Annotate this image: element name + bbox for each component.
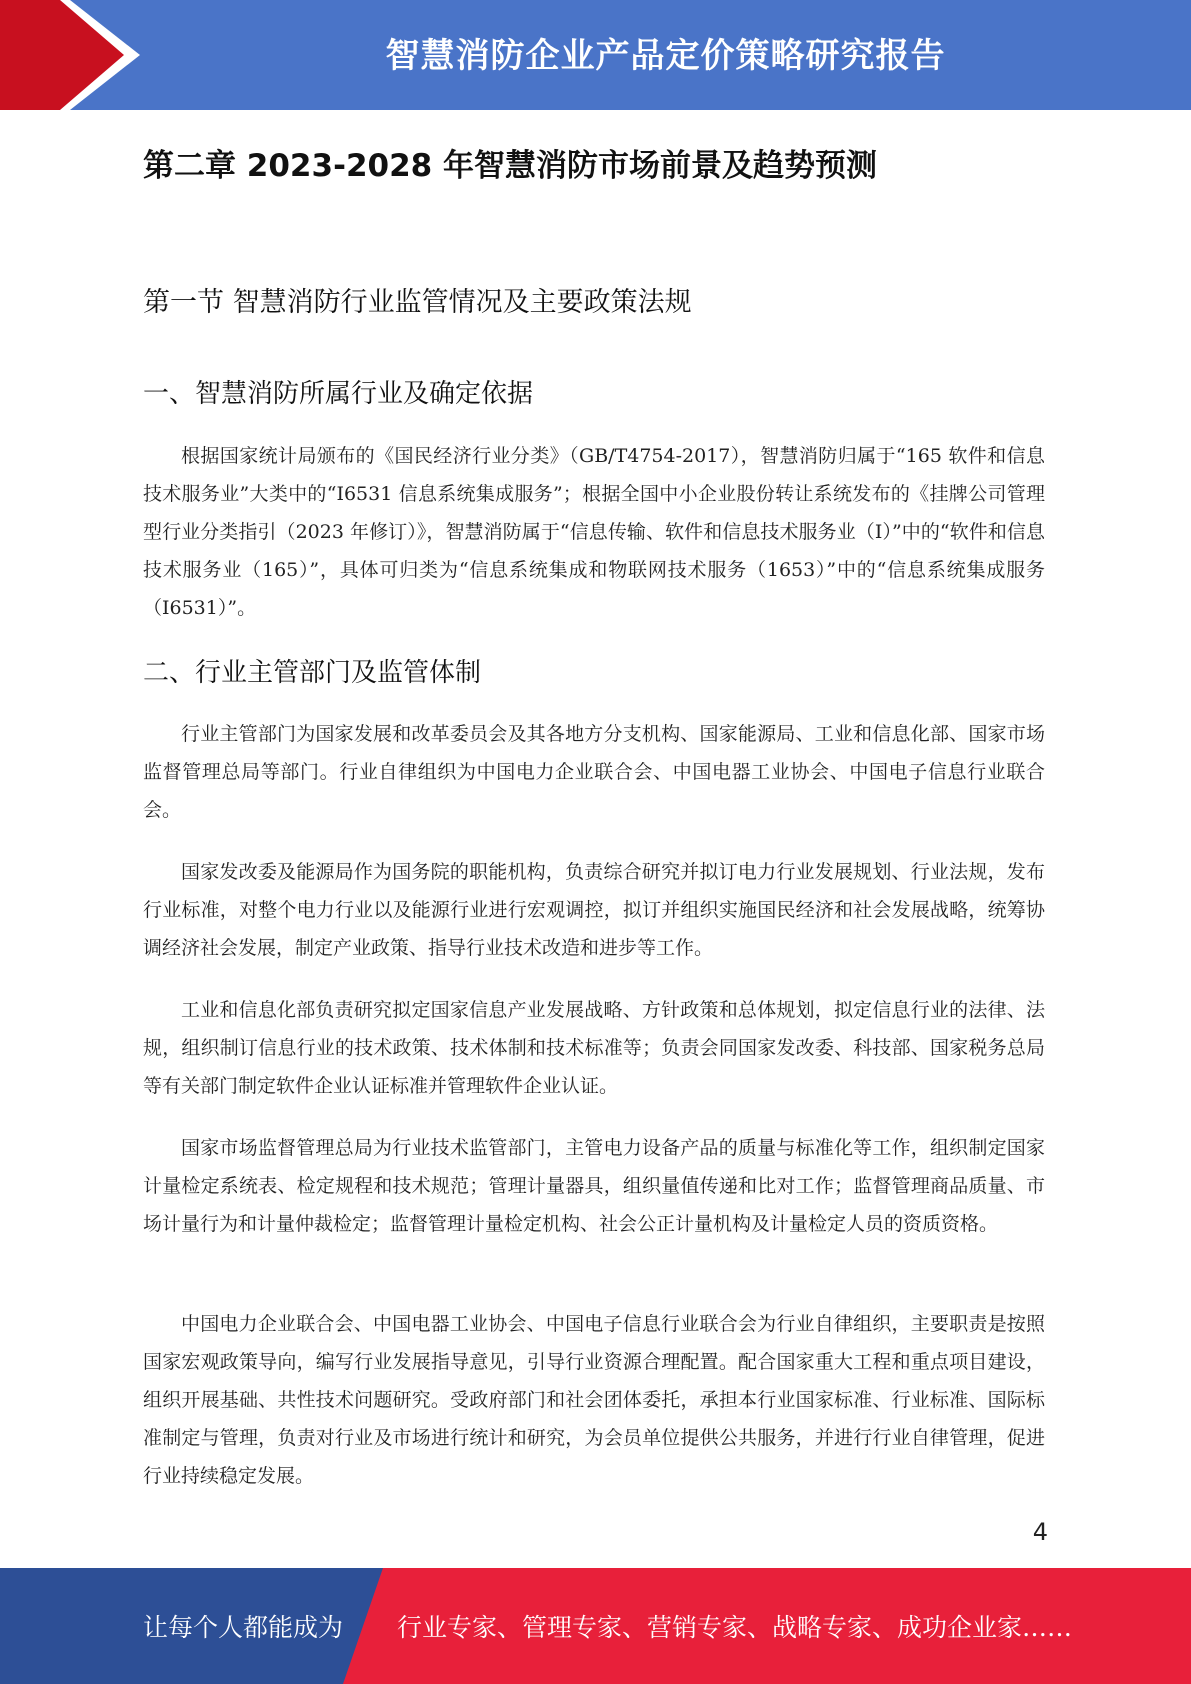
subsection-title-1: 一、智慧消防所属行业及确定依据 <box>143 379 534 409</box>
paragraph-samr-role: 国家市场监督管理总局为行业技术监管部门，主管电力设备产品的质量与标准化等工作，组织制定国家计量检定系统表、检定规程和技术规范；管理计量器具，组织量值传递和比对工作；监督管理商品质量、市场计量行为和计量仲裁检定；监督管理计量检定机构、社会公正计量机构及计量检定人员的资质资格。 <box>143 1137 1045 1235</box>
paragraph-regulators: 行业主管部门为国家发展和改革委员会及其各地方分支机构、国家能源局、工业和信息化部、国家市场监督管理总局等部门。行业自律组织为中国电力企业联合会、中国电器工业协会、中国电子信息行业联合会。 <box>143 723 1045 821</box>
paragraph-miit-role: 工业和信息化部负责研究拟定国家信息产业发展战略、方针政策和总体规划，拟定信息行业的法律、法规，组织制订信息行业的技术政策、技术体制和技术标准等；负责会同国家发改委、科技部、国家税务总局等有关部门制定软件企业认证标准并管理软件企业认证。 <box>143 999 1045 1097</box>
paragraph-ndrc-role: 国家发改委及能源局作为国务院的职能机构，负责综合研究并拟订电力行业发展规划、行业法规，发布行业标准，对整个电力行业以及能源行业进行宏观调控，拟订并组织实施国民经济和社会发展战略，统筹协调经济社会发展，制定产业政策、指导行业技术改造和进步等工作。 <box>143 861 1045 959</box>
footer-banner <box>0 1568 1191 1684</box>
report-title: 智慧消防企业产品定价策略研究报告 <box>385 35 946 76</box>
footer-slogan-right: 行业专家、管理专家、营销专家、战略专家、成功企业家…… <box>397 1613 1073 1642</box>
header-chevron-decoration <box>0 0 160 110</box>
paragraph-industry-classification: 根据国家统计局颁布的《国民经济行业分类》（GB/T4754-2017），智慧消防归属于“165 软件和信息技术服务业”大类中的“I6531 信息系统集成服务”；根据全国中小企业股份转让系统发布的《挂牌公司管理型行业分类指引（2023 年修订）》，智慧消防属于“信息传输、软件和信息技术服务业（I）”中的“软件和信息技术服务业（165）”，具体可归类为“信息系统集成和物联网技术服务（1653）”中的“信息系统集成服务（I6531）”。 <box>143 445 1045 619</box>
section-title: 第一节 智慧消防行业监管情况及主要政策法规 <box>143 287 692 318</box>
chapter-title: 第二章 2023-2028 年智慧消防市场前景及趋势预测 <box>143 148 878 184</box>
subsection-title-2: 二、行业主管部门及监管体制 <box>143 658 482 688</box>
footer-slogan-left: 让每个人都能成为 <box>143 1613 344 1642</box>
page-number: 4 <box>1032 1518 1048 1546</box>
paragraph-self-regulatory-orgs: 中国电力企业联合会、中国电器工业协会、中国电子信息行业联合会为行业自律组织，主要职责是按照国家宏观政策导向，编写行业发展指导意见，引导行业资源合理配置。配合国家重大工程和重点项目建设，组织开展基础、共性技术问题研究。受政府部门和社会团体委托，承担本行业国家标准、行业标准、国际标准制定与管理，负责对行业及市场进行统计和研究，为会员单位提供公共服务，并进行行业自律管理，促进行业持续稳定发展。 <box>143 1313 1045 1487</box>
header-banner <box>0 0 1191 110</box>
